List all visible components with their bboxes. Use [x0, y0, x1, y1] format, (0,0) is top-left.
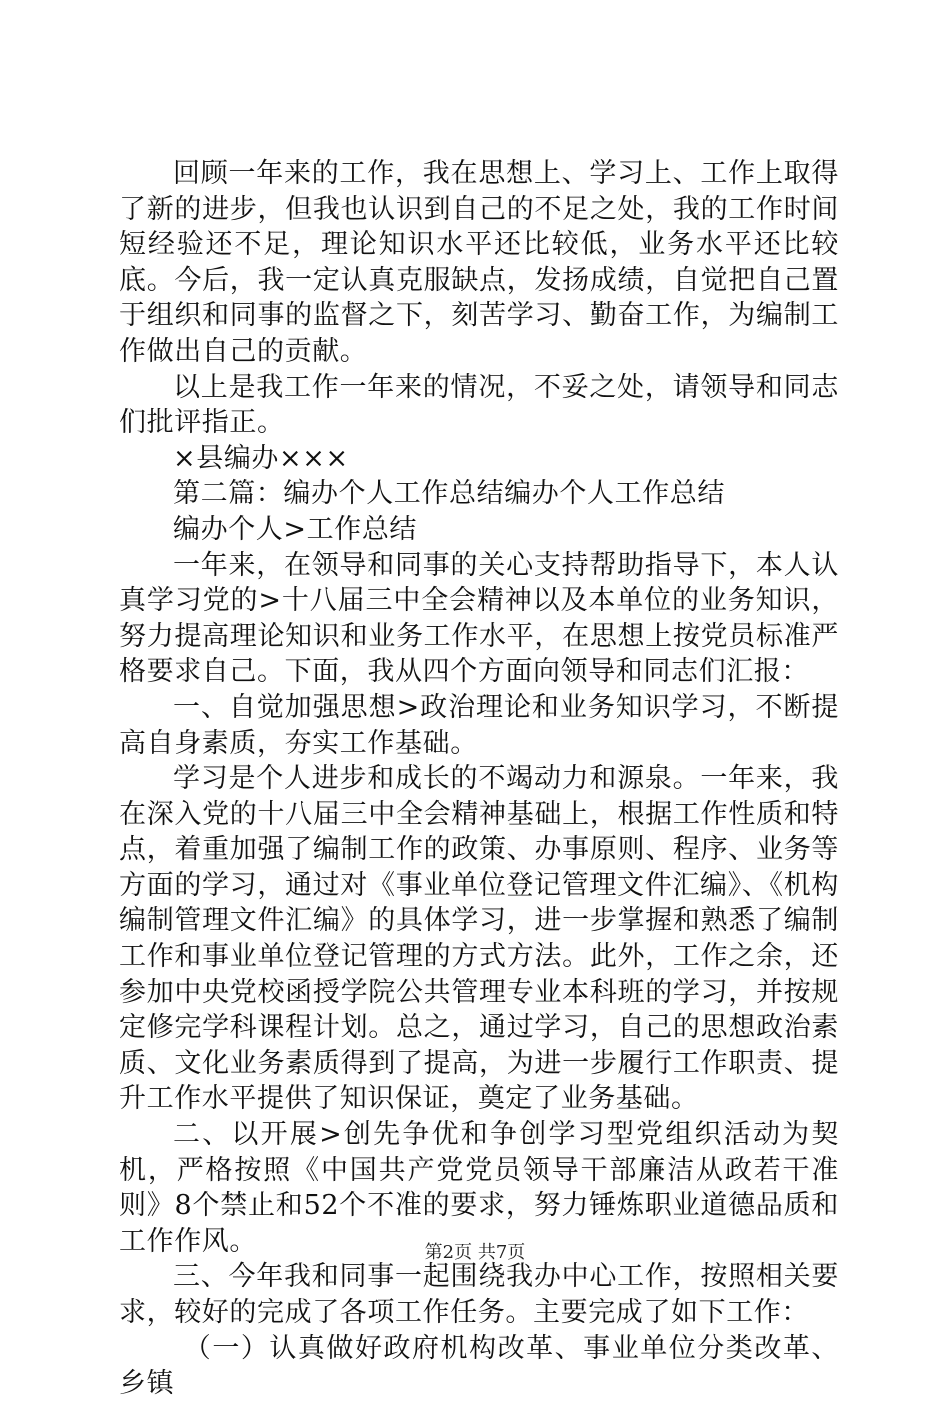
paragraph-point-two: 二、以开展>创先争优和争创学习型党组织活动为契机，严格按照《中国共产党党员领导干部廉洁从政若干准则》8个禁止和52个不准的要求，努力锤炼职业道德品质和工作作风。: [119, 1119, 839, 1257]
document-body: [119, 156, 839, 1402]
paragraph-study: 学习是个人进步和成长的不竭动力和源泉。一年来，我在深入党的十八届三中全会精神基础上，根据工作性质和特点，着重加强了编制工作的政策、办事原则、程序、业务等方面的学习，通过对《事业单位登记管理文件汇编》、《机构编制管理文件汇编》的具体学习，进一步掌握和熟悉了编制工作和事业单位登记管理的方式方法。此外，工作之余，还参加中央党校函授学院公共管理专业本科班的学习，并按规定修完学科课程计划。总之，通过学习，自己的思想政治素质、文化业务素质得到了提高，为进一步履行工作职责、提升工作水平提供了知识保证，奠定了业务基础。: [119, 763, 839, 1115]
paragraph-signature: ×县编办×××: [173, 442, 349, 474]
paragraph-review: 回顾一年来的工作，我在思想上、学习上、工作上取得了新的进步，但我也认识到自己的不足之处，我的工作时间短经验还不足，理论知识水平还比较低，业务水平还比较底。今后，我一定认真克服缺点，发扬成绩，自觉把自己置于组织和同事的监督之下，刻苦学习、勤奋工作，为编制工作做出自己的贡献。: [119, 158, 839, 367]
paragraph-point-three: 三、今年我和同事一起围绕我办中心工作，按照相关要求，较好的完成了各项工作任务。主要完成了如下工作：: [119, 1261, 839, 1328]
paragraph-closing: 以上是我工作一年来的情况，不妥之处，请领导和同志们批评指正。: [119, 371, 839, 439]
paragraph-intro: 一年来，在领导和同事的关心支持帮助指导下，本人认真学习党的>十八届三中全会精神以及本单位的业务知识，努力提高理论知识和业务工作水平，在思想上按党员标准严格要求自己。下面，我从四个方面向领导和同志们汇报：: [119, 549, 839, 688]
paragraph-section-title: 第二篇：编办个人工作总结编办个人工作总结: [173, 478, 725, 510]
paragraph-subpoint-one: （一）认真做好政府机构改革、事业单位分类改革、乡镇: [119, 1332, 839, 1400]
paragraph-subtitle: 编办个人>工作总结: [173, 513, 418, 545]
paragraph-point-one: 一、自觉加强思想>政治理论和业务知识学习，不断提高自身素质，夯实工作基础。: [119, 691, 839, 759]
page-footer: 第2页 共7页: [424, 1242, 526, 1263]
